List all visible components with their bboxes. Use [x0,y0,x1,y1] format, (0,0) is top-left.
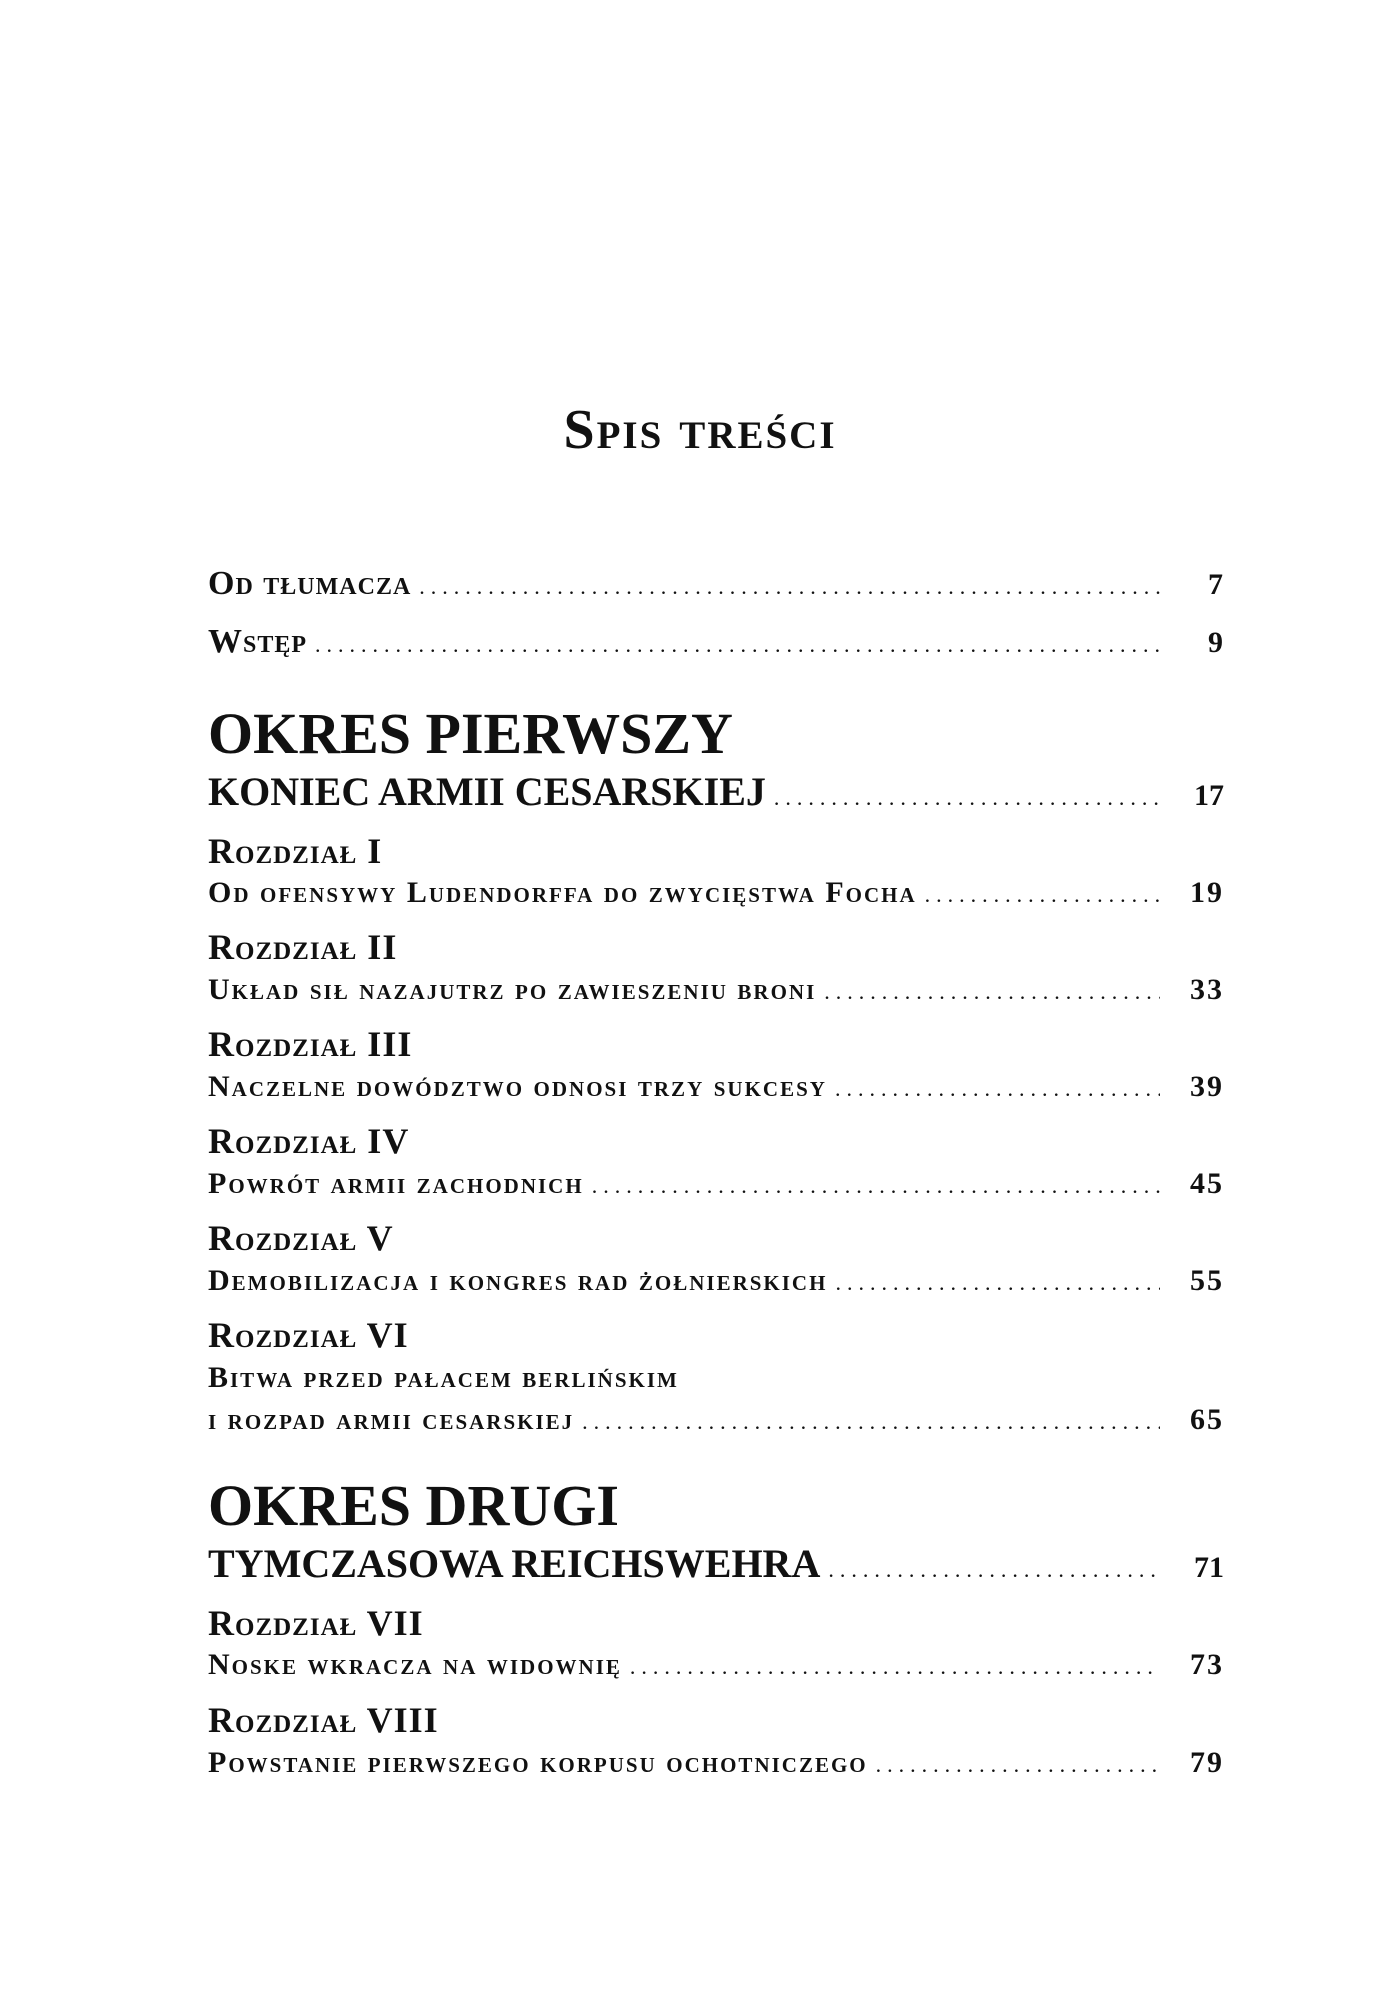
dot-leader [630,1654,1160,1680]
chapter-label: Rozdział III [208,1024,413,1064]
chapter-title: Powrót armii zachodnich [208,1167,584,1200]
toc-page-number: 55 [1190,1264,1224,1297]
dot-leader [835,1076,1160,1102]
chapter-title: Bitwa przed pałacem berlińskim [208,1361,679,1394]
toc-entry-chapter-5[interactable] [208,1264,1224,1298]
chapter-label: Rozdział VII [208,1603,424,1643]
period-heading: OKRES DRUGI [208,1473,619,1538]
toc-entry-chapter-6[interactable] [208,1403,1224,1437]
dot-leader [835,1270,1160,1296]
toc-entry-chapter-8[interactable] [208,1746,1224,1780]
dot-leader [582,1409,1160,1435]
toc-entry-chapter-3[interactable] [208,1070,1224,1104]
dot-leader [592,1173,1160,1199]
chapter-title: i rozpad armii cesarskiej [208,1403,575,1436]
toc-entry-wstep[interactable] [208,623,1224,661]
chapter-label: Rozdział IV [208,1121,410,1161]
dot-leader [828,1557,1160,1583]
chapter-title: Demobilizacja i kongres rad żołnierskich [208,1264,828,1297]
toc-entry-chapter-4[interactable] [208,1167,1224,1201]
toc-entry-period1-subtitle[interactable] [208,768,1224,815]
dot-leader [419,574,1160,600]
chapter-title: Powstanie pierwszego korpusu ochotniczego [208,1746,868,1779]
toc-page-number: 71 [1194,1551,1224,1584]
toc-page-number: 17 [1194,779,1224,812]
dot-leader [925,882,1160,908]
chapter-label: Rozdział II [208,927,398,967]
toc-page-number: 65 [1190,1403,1224,1436]
period-subtitle: TYMCZASOWA REICHSWEHRA [208,1541,821,1586]
chapter-title: Naczelne dowództwo odnosi trzy sukcesy [208,1070,827,1103]
toc-entry-chapter-2[interactable] [208,973,1224,1007]
chapter-label: Rozdział V [208,1218,394,1258]
period-subtitle: KONIEC ARMII CESARSKIEJ [208,769,766,814]
chapter-title: Noske wkracza na widownię [208,1648,622,1681]
toc-entry-chapter-6-line1 [208,1361,1224,1395]
toc-entry-label: Wstęp [208,623,308,660]
chapter-label: Rozdział VIII [208,1700,439,1740]
dot-leader [774,785,1160,811]
toc-page-number: 79 [1190,1746,1224,1779]
toc-page-number: 9 [1208,626,1224,659]
chapter-label: Rozdział VI [208,1315,409,1355]
toc-page-number: 73 [1190,1648,1224,1681]
chapter-label: Rozdział I [208,831,383,871]
toc-entry-od-tlumacza[interactable] [208,565,1224,603]
toc-page-number: 45 [1190,1167,1224,1200]
toc-page-number: 7 [1208,568,1224,601]
toc-entry-label: Od tłumacza [208,565,412,602]
dot-leader [315,632,1160,658]
chapter-title: Układ sił nazajutrz po zawieszeniu broni [208,973,817,1006]
dot-leader [824,979,1160,1005]
toc-entry-chapter-1[interactable] [208,876,1224,910]
toc-entry-period2-subtitle[interactable] [208,1540,1224,1587]
toc-page-number: 39 [1190,1070,1224,1103]
toc-page-number: 19 [1190,876,1224,909]
chapter-title: Od ofensywy Ludendorffa do zwycięstwa Focha [208,876,917,909]
toc-entry-chapter-7[interactable] [208,1648,1224,1682]
page-title: Spis treści [563,399,837,461]
toc-page-number: 33 [1190,973,1224,1006]
dot-leader [876,1752,1160,1778]
period-heading: OKRES PIERWSZY [208,701,733,766]
